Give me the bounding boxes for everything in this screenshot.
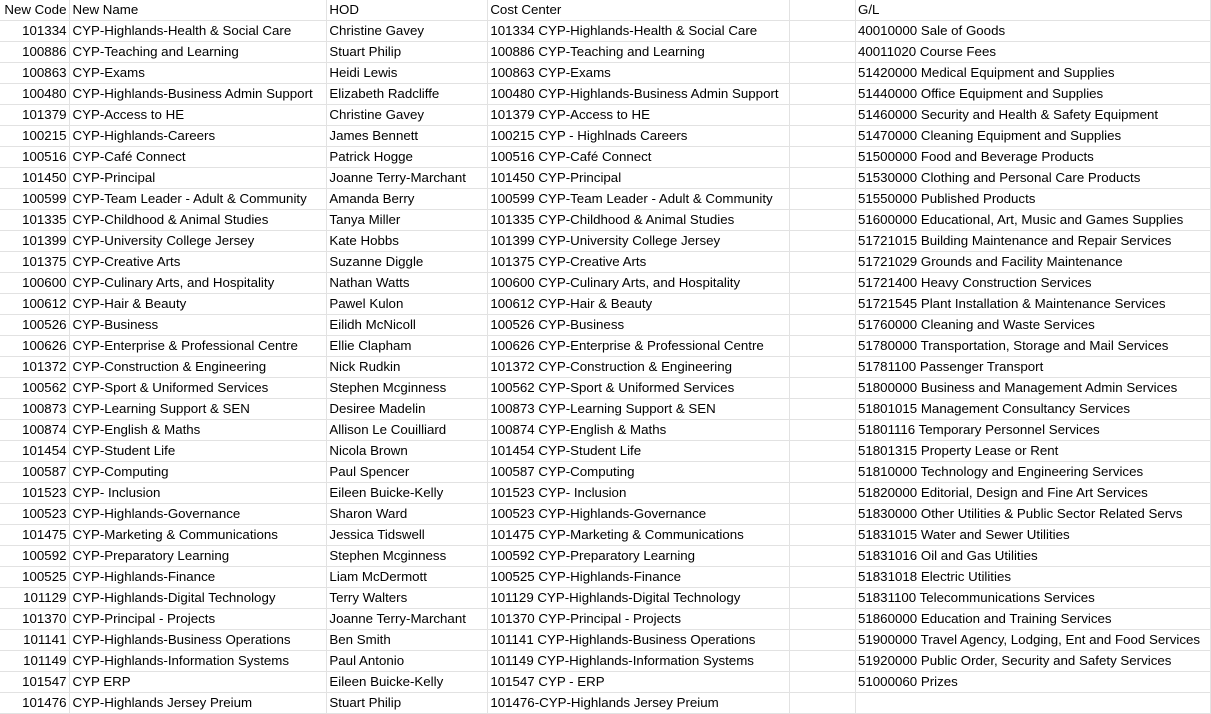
cell-gl[interactable]: 51760000 Cleaning and Waste Services bbox=[856, 315, 1211, 336]
cell-gl[interactable] bbox=[856, 693, 1211, 714]
cell-gl[interactable]: 51801116 Temporary Personnel Services bbox=[856, 420, 1211, 441]
table-row bbox=[0, 378, 1211, 399]
cell-new-name[interactable]: CYP-English & Maths bbox=[70, 420, 327, 441]
cell-new-code[interactable]: 100587 bbox=[0, 462, 70, 483]
cell-new-name[interactable]: CYP-Childhood & Animal Studies bbox=[70, 210, 327, 231]
cell-gl[interactable]: 51000060 Prizes bbox=[856, 672, 1211, 693]
cell-new-code[interactable]: 100863 bbox=[0, 63, 70, 84]
cell-new-name[interactable]: CYP-Highlands-Business Operations bbox=[70, 630, 327, 651]
table-row bbox=[0, 294, 1211, 315]
cell-hod[interactable]: Nicola Brown bbox=[327, 441, 488, 462]
cell-empty[interactable] bbox=[790, 147, 856, 168]
cell-gl[interactable]: 51440000 Office Equipment and Supplies bbox=[856, 84, 1211, 105]
cell-gl[interactable]: 51900000 Travel Agency, Lodging, Ent and Food Services bbox=[856, 630, 1211, 651]
cell-new-code[interactable]: 100886 bbox=[0, 42, 70, 63]
table-row bbox=[0, 84, 1211, 105]
cell-new-name[interactable]: CYP-Enterprise & Professional Centre bbox=[70, 336, 327, 357]
cell-new-code[interactable]: 100874 bbox=[0, 420, 70, 441]
cell-gl[interactable]: 51420000 Medical Equipment and Supplies bbox=[856, 63, 1211, 84]
cell-cost-center[interactable]: 101372 CYP-Construction & Engineering bbox=[488, 357, 790, 378]
table-row bbox=[0, 525, 1211, 546]
cell-cost-center[interactable]: 100873 CYP-Learning Support & SEN bbox=[488, 399, 790, 420]
cell-cost-center[interactable]: 100516 CYP-Café Connect bbox=[488, 147, 790, 168]
cell-new-name[interactable]: CYP-Business bbox=[70, 315, 327, 336]
cell-cost-center[interactable]: 100480 CYP-Highlands-Business Admin Support bbox=[488, 84, 790, 105]
cell-cost-center[interactable]: Cost Center bbox=[488, 0, 790, 21]
cell-gl[interactable]: 51780000 Transportation, Storage and Mail Services bbox=[856, 336, 1211, 357]
cell-hod[interactable]: Eileen Buicke-Kelly bbox=[327, 672, 488, 693]
cell-gl[interactable]: 51600000 Educational, Art, Music and Games Supplies bbox=[856, 210, 1211, 231]
cell-gl[interactable]: 51820000 Editorial, Design and Fine Art Services bbox=[856, 483, 1211, 504]
table-row bbox=[0, 105, 1211, 126]
cell-cost-center[interactable]: 100525 CYP-Highlands-Finance bbox=[488, 567, 790, 588]
cell-hod[interactable]: Jessica Tidswell bbox=[327, 525, 488, 546]
cell-hod[interactable]: Joanne Terry-Marchant bbox=[327, 168, 488, 189]
table-row bbox=[0, 483, 1211, 504]
cell-new-name[interactable]: CYP-Highlands-Information Systems bbox=[70, 651, 327, 672]
cell-hod[interactable]: Eileen Buicke-Kelly bbox=[327, 483, 488, 504]
cell-new-name[interactable]: CYP-Café Connect bbox=[70, 147, 327, 168]
cell-empty[interactable] bbox=[790, 609, 856, 630]
cell-empty[interactable] bbox=[790, 651, 856, 672]
cell-gl[interactable]: 51530000 Clothing and Personal Care Products bbox=[856, 168, 1211, 189]
cell-new-name[interactable]: CYP ERP bbox=[70, 672, 327, 693]
cell-new-code[interactable]: New Code bbox=[0, 0, 70, 21]
cell-empty[interactable] bbox=[790, 294, 856, 315]
cell-empty[interactable] bbox=[790, 693, 856, 714]
cell-new-name[interactable]: New Name bbox=[70, 0, 327, 21]
cell-gl[interactable]: 51860000 Education and Training Services bbox=[856, 609, 1211, 630]
cell-new-name[interactable]: CYP-Preparatory Learning bbox=[70, 546, 327, 567]
cell-cost-center[interactable]: 100215 CYP - Highlnads Careers bbox=[488, 126, 790, 147]
cell-new-name[interactable]: CYP- Inclusion bbox=[70, 483, 327, 504]
cell-gl[interactable]: 40010000 Sale of Goods bbox=[856, 21, 1211, 42]
cell-new-code[interactable]: 101450 bbox=[0, 168, 70, 189]
cell-new-name[interactable]: CYP-University College Jersey bbox=[70, 231, 327, 252]
table-row bbox=[0, 357, 1211, 378]
cell-new-code[interactable]: 100600 bbox=[0, 273, 70, 294]
table-row bbox=[0, 231, 1211, 252]
cell-cost-center[interactable]: 100874 CYP-English & Maths bbox=[488, 420, 790, 441]
table-row bbox=[0, 441, 1211, 462]
cell-hod[interactable]: Amanda Berry bbox=[327, 189, 488, 210]
cell-new-code[interactable]: 101375 bbox=[0, 252, 70, 273]
cell-new-name[interactable]: CYP-Highlands-Finance bbox=[70, 567, 327, 588]
cell-empty[interactable] bbox=[790, 84, 856, 105]
cell-empty[interactable] bbox=[790, 189, 856, 210]
cell-new-name[interactable]: CYP-Creative Arts bbox=[70, 252, 327, 273]
cell-gl[interactable]: 51460000 Security and Health & Safety Equipment bbox=[856, 105, 1211, 126]
cell-empty[interactable] bbox=[790, 126, 856, 147]
cell-cost-center[interactable]: 101129 CYP-Highlands-Digital Technology bbox=[488, 588, 790, 609]
table-row bbox=[0, 693, 1211, 714]
table-row bbox=[0, 588, 1211, 609]
cell-empty[interactable] bbox=[790, 21, 856, 42]
cell-new-code[interactable]: 101370 bbox=[0, 609, 70, 630]
table-row bbox=[0, 210, 1211, 231]
cell-cost-center[interactable]: 100600 CYP-Culinary Arts, and Hospitality bbox=[488, 273, 790, 294]
cell-new-code[interactable]: 100612 bbox=[0, 294, 70, 315]
cell-gl[interactable]: 51721015 Building Maintenance and Repair Services bbox=[856, 231, 1211, 252]
cell-new-code[interactable]: 100523 bbox=[0, 504, 70, 525]
header-row bbox=[0, 0, 1211, 21]
cell-gl[interactable]: 51781100 Passenger Transport bbox=[856, 357, 1211, 378]
cell-new-name[interactable]: CYP-Construction & Engineering bbox=[70, 357, 327, 378]
cell-cost-center[interactable]: 101450 CYP-Principal bbox=[488, 168, 790, 189]
cell-empty[interactable] bbox=[790, 630, 856, 651]
cell-cost-center[interactable]: 101335 CYP-Childhood & Animal Studies bbox=[488, 210, 790, 231]
cell-new-name[interactable]: CYP-Sport & Uniformed Services bbox=[70, 378, 327, 399]
cell-new-name[interactable]: CYP-Learning Support & SEN bbox=[70, 399, 327, 420]
cell-cost-center[interactable]: 101370 CYP-Principal - Projects bbox=[488, 609, 790, 630]
cell-cost-center[interactable]: 100587 CYP-Computing bbox=[488, 462, 790, 483]
cell-gl[interactable]: 40011020 Course Fees bbox=[856, 42, 1211, 63]
cell-cost-center[interactable]: 101379 CYP-Access to HE bbox=[488, 105, 790, 126]
cell-empty[interactable] bbox=[790, 567, 856, 588]
cell-cost-center[interactable]: 101475 CYP-Marketing & Communications bbox=[488, 525, 790, 546]
cell-empty[interactable] bbox=[790, 231, 856, 252]
table-row bbox=[0, 147, 1211, 168]
cell-gl[interactable]: G/L bbox=[856, 0, 1211, 21]
cell-hod[interactable]: Ben Smith bbox=[327, 630, 488, 651]
table-row bbox=[0, 609, 1211, 630]
cell-empty[interactable] bbox=[790, 546, 856, 567]
cell-new-code[interactable]: 101547 bbox=[0, 672, 70, 693]
cell-hod[interactable]: Patrick Hogge bbox=[327, 147, 488, 168]
table-row bbox=[0, 630, 1211, 651]
table-row bbox=[0, 42, 1211, 63]
cell-new-code[interactable]: 100873 bbox=[0, 399, 70, 420]
cell-gl[interactable]: 51831018 Electric Utilities bbox=[856, 567, 1211, 588]
cell-hod[interactable]: Pawel Kulon bbox=[327, 294, 488, 315]
cell-cost-center[interactable]: 101149 CYP-Highlands-Information Systems bbox=[488, 651, 790, 672]
cell-new-code[interactable]: 101454 bbox=[0, 441, 70, 462]
cell-new-name[interactable]: CYP-Highlands-Digital Technology bbox=[70, 588, 327, 609]
cell-new-name[interactable]: CYP-Principal - Projects bbox=[70, 609, 327, 630]
cell-cost-center[interactable]: 100886 CYP-Teaching and Learning bbox=[488, 42, 790, 63]
cell-empty[interactable] bbox=[790, 63, 856, 84]
cell-hod[interactable]: Paul Antonio bbox=[327, 651, 488, 672]
cell-hod[interactable]: Suzanne Diggle bbox=[327, 252, 488, 273]
table-row bbox=[0, 504, 1211, 525]
cell-empty[interactable] bbox=[790, 483, 856, 504]
cell-new-name[interactable]: CYP-Culinary Arts, and Hospitality bbox=[70, 273, 327, 294]
cell-empty[interactable] bbox=[790, 420, 856, 441]
cell-cost-center[interactable]: 101454 CYP-Student Life bbox=[488, 441, 790, 462]
cell-hod[interactable]: Allison Le Couilliard bbox=[327, 420, 488, 441]
cell-cost-center[interactable]: 100562 CYP-Sport & Uniformed Services bbox=[488, 378, 790, 399]
cell-hod[interactable]: Nick Rudkin bbox=[327, 357, 488, 378]
cell-gl[interactable]: 51721545 Plant Installation & Maintenance Services bbox=[856, 294, 1211, 315]
table-row bbox=[0, 420, 1211, 441]
table-row bbox=[0, 252, 1211, 273]
cell-hod[interactable]: James Bennett bbox=[327, 126, 488, 147]
table-row bbox=[0, 189, 1211, 210]
cell-hod[interactable]: Terry Walters bbox=[327, 588, 488, 609]
cell-cost-center[interactable]: 100523 CYP-Highlands-Governance bbox=[488, 504, 790, 525]
cell-new-code[interactable]: 100526 bbox=[0, 315, 70, 336]
cell-cost-center[interactable]: 101334 CYP-Highlands-Health & Social Care bbox=[488, 21, 790, 42]
cell-new-name[interactable]: CYP-Team Leader - Adult & Community bbox=[70, 189, 327, 210]
cell-hod[interactable]: Heidi Lewis bbox=[327, 63, 488, 84]
cell-empty[interactable] bbox=[790, 336, 856, 357]
cell-new-code[interactable]: 100516 bbox=[0, 147, 70, 168]
cell-new-name[interactable]: CYP-Highlands-Governance bbox=[70, 504, 327, 525]
cell-empty[interactable] bbox=[790, 0, 856, 21]
cell-new-name[interactable]: CYP-Highlands-Business Admin Support bbox=[70, 84, 327, 105]
cell-new-code[interactable]: 101372 bbox=[0, 357, 70, 378]
cell-new-name[interactable]: CYP-Hair & Beauty bbox=[70, 294, 327, 315]
cell-empty[interactable] bbox=[790, 504, 856, 525]
cell-empty[interactable] bbox=[790, 210, 856, 231]
table-row bbox=[0, 462, 1211, 483]
cell-cost-center[interactable]: 101375 CYP-Creative Arts bbox=[488, 252, 790, 273]
cell-gl[interactable]: 51470000 Cleaning Equipment and Supplies bbox=[856, 126, 1211, 147]
cell-cost-center[interactable]: 100612 CYP-Hair & Beauty bbox=[488, 294, 790, 315]
cell-cost-center[interactable]: 101141 CYP-Highlands-Business Operations bbox=[488, 630, 790, 651]
cell-gl[interactable]: 51721400 Heavy Construction Services bbox=[856, 273, 1211, 294]
cell-gl[interactable]: 51801015 Management Consultancy Services bbox=[856, 399, 1211, 420]
cell-hod[interactable]: Nathan Watts bbox=[327, 273, 488, 294]
cell-hod[interactable]: Paul Spencer bbox=[327, 462, 488, 483]
cell-new-code[interactable]: 100480 bbox=[0, 84, 70, 105]
table-row bbox=[0, 273, 1211, 294]
cell-gl[interactable]: 51500000 Food and Beverage Products bbox=[856, 147, 1211, 168]
cell-gl[interactable]: 51831100 Telecommunications Services bbox=[856, 588, 1211, 609]
table-row bbox=[0, 336, 1211, 357]
cell-new-code[interactable]: 101335 bbox=[0, 210, 70, 231]
cell-gl[interactable]: 51801315 Property Lease or Rent bbox=[856, 441, 1211, 462]
cell-gl[interactable]: 51831015 Water and Sewer Utilities bbox=[856, 525, 1211, 546]
cell-empty[interactable] bbox=[790, 252, 856, 273]
cell-new-name[interactable]: CYP-Highlands-Careers bbox=[70, 126, 327, 147]
cell-empty[interactable] bbox=[790, 273, 856, 294]
cell-new-code[interactable]: 100626 bbox=[0, 336, 70, 357]
cell-cost-center[interactable]: 100626 CYP-Enterprise & Professional Centre bbox=[488, 336, 790, 357]
cell-cost-center[interactable]: 101523 CYP- Inclusion bbox=[488, 483, 790, 504]
cell-new-code[interactable]: 100599 bbox=[0, 189, 70, 210]
cell-hod[interactable]: Desiree Madelin bbox=[327, 399, 488, 420]
cell-empty[interactable] bbox=[790, 168, 856, 189]
cell-gl[interactable]: 51830000 Other Utilities & Public Sector Related Servs bbox=[856, 504, 1211, 525]
cell-new-code[interactable]: 101399 bbox=[0, 231, 70, 252]
cell-empty[interactable] bbox=[790, 441, 856, 462]
cell-hod[interactable]: Ellie Clapham bbox=[327, 336, 488, 357]
cell-hod[interactable]: Christine Gavey bbox=[327, 21, 488, 42]
cell-hod[interactable]: Stuart Philip bbox=[327, 693, 488, 714]
cell-hod[interactable]: Joanne Terry-Marchant bbox=[327, 609, 488, 630]
cell-new-name[interactable]: CYP-Access to HE bbox=[70, 105, 327, 126]
cell-empty[interactable] bbox=[790, 378, 856, 399]
cell-hod[interactable]: Sharon Ward bbox=[327, 504, 488, 525]
cell-new-code[interactable]: 101379 bbox=[0, 105, 70, 126]
cell-empty[interactable] bbox=[790, 462, 856, 483]
cell-new-code[interactable]: 101129 bbox=[0, 588, 70, 609]
cell-gl[interactable]: 51721029 Grounds and Facility Maintenance bbox=[856, 252, 1211, 273]
cell-hod[interactable]: Stephen Mcginness bbox=[327, 378, 488, 399]
cell-new-name[interactable]: CYP-Highlands-Health & Social Care bbox=[70, 21, 327, 42]
cell-empty[interactable] bbox=[790, 105, 856, 126]
cell-new-code[interactable]: 101476 bbox=[0, 693, 70, 714]
cell-new-code[interactable]: 101334 bbox=[0, 21, 70, 42]
cell-new-code[interactable]: 100592 bbox=[0, 546, 70, 567]
table-row bbox=[0, 546, 1211, 567]
table-row bbox=[0, 399, 1211, 420]
cell-empty[interactable] bbox=[790, 672, 856, 693]
table-row bbox=[0, 21, 1211, 42]
cell-gl[interactable]: 51550000 Published Products bbox=[856, 189, 1211, 210]
cell-new-code[interactable]: 100525 bbox=[0, 567, 70, 588]
cell-new-name[interactable]: CYP-Principal bbox=[70, 168, 327, 189]
cell-new-name[interactable]: CYP-Teaching and Learning bbox=[70, 42, 327, 63]
cell-cost-center[interactable]: 101476-CYP-Highlands Jersey Preium bbox=[488, 693, 790, 714]
cell-new-code[interactable]: 101141 bbox=[0, 630, 70, 651]
table-row bbox=[0, 567, 1211, 588]
cell-cost-center[interactable]: 101399 CYP-University College Jersey bbox=[488, 231, 790, 252]
cell-hod[interactable]: Stuart Philip bbox=[327, 42, 488, 63]
cell-hod[interactable]: Christine Gavey bbox=[327, 105, 488, 126]
table-row bbox=[0, 63, 1211, 84]
table-row bbox=[0, 672, 1211, 693]
cell-hod[interactable]: Liam McDermott bbox=[327, 567, 488, 588]
cell-hod[interactable]: Elizabeth Radcliffe bbox=[327, 84, 488, 105]
cell-empty[interactable] bbox=[790, 42, 856, 63]
cell-gl[interactable]: 51831016 Oil and Gas Utilities bbox=[856, 546, 1211, 567]
cell-new-name[interactable]: CYP-Highlands Jersey Preium bbox=[70, 693, 327, 714]
cell-hod[interactable]: Eilidh McNicoll bbox=[327, 315, 488, 336]
cell-empty[interactable] bbox=[790, 315, 856, 336]
cell-new-code[interactable]: 101475 bbox=[0, 525, 70, 546]
cell-new-name[interactable]: CYP-Student Life bbox=[70, 441, 327, 462]
table-row bbox=[0, 315, 1211, 336]
cell-gl[interactable]: 51810000 Technology and Engineering Services bbox=[856, 462, 1211, 483]
cell-gl[interactable]: 51920000 Public Order, Security and Safety Services bbox=[856, 651, 1211, 672]
cell-new-name[interactable]: CYP-Computing bbox=[70, 462, 327, 483]
cell-new-code[interactable]: 100215 bbox=[0, 126, 70, 147]
cell-empty[interactable] bbox=[790, 399, 856, 420]
cell-empty[interactable] bbox=[790, 525, 856, 546]
cell-cost-center[interactable]: 100526 CYP-Business bbox=[488, 315, 790, 336]
cell-hod[interactable]: HOD bbox=[327, 0, 488, 21]
cell-new-code[interactable]: 101523 bbox=[0, 483, 70, 504]
cell-cost-center[interactable]: 100599 CYP-Team Leader - Adult & Community bbox=[488, 189, 790, 210]
cell-new-name[interactable]: CYP-Marketing & Communications bbox=[70, 525, 327, 546]
cell-gl[interactable]: 51800000 Business and Management Admin Services bbox=[856, 378, 1211, 399]
cell-new-name[interactable]: CYP-Exams bbox=[70, 63, 327, 84]
cell-hod[interactable]: Kate Hobbs bbox=[327, 231, 488, 252]
cell-empty[interactable] bbox=[790, 357, 856, 378]
table-row bbox=[0, 126, 1211, 147]
cell-cost-center[interactable]: 101547 CYP - ERP bbox=[488, 672, 790, 693]
cell-hod[interactable]: Stephen Mcginness bbox=[327, 546, 488, 567]
table-row bbox=[0, 168, 1211, 189]
cell-empty[interactable] bbox=[790, 588, 856, 609]
cell-cost-center[interactable]: 100592 CYP-Preparatory Learning bbox=[488, 546, 790, 567]
table-row bbox=[0, 651, 1211, 672]
cell-hod[interactable]: Tanya Miller bbox=[327, 210, 488, 231]
cell-new-code[interactable]: 101149 bbox=[0, 651, 70, 672]
cell-new-code[interactable]: 100562 bbox=[0, 378, 70, 399]
cell-cost-center[interactable]: 100863 CYP-Exams bbox=[488, 63, 790, 84]
